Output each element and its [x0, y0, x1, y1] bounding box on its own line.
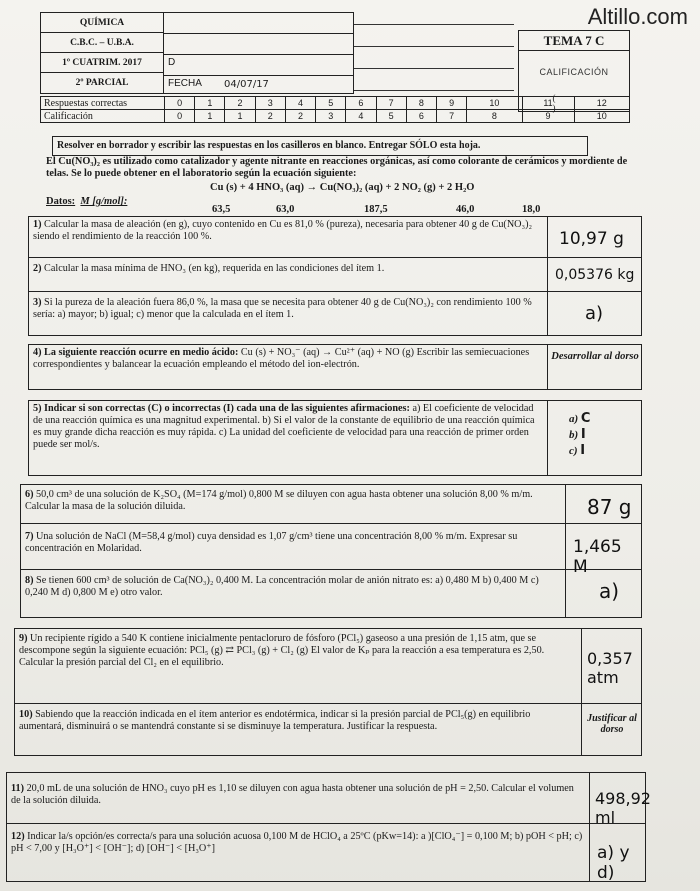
cell: 1	[225, 110, 255, 123]
answer-3: a)	[585, 303, 604, 324]
cell: 0	[165, 97, 195, 110]
cell: 12	[574, 97, 630, 110]
cell: 7	[376, 97, 406, 110]
score-row-correct	[41, 97, 630, 110]
question-10: 10) Sabiendo que la reacción indicada en el ítem anterior es endotérmica, indicar si la presión parcial de PCl₅(g) en equilibrio aumentará, disminuirá o se mantendrá constante si se disminuye la temperatura. Justificar la respuesta.	[19, 709, 531, 732]
cell: 9	[522, 110, 574, 123]
molar-mass-no2: 46,0	[456, 204, 475, 215]
answer-4: Desarrollar al dorso	[551, 351, 639, 362]
cell: 6	[346, 97, 376, 110]
answer-2: 0,05376 kg	[555, 267, 635, 283]
block-q6-q8	[20, 484, 642, 618]
subject: QUÍMICA	[41, 13, 163, 33]
cell: 4	[285, 97, 315, 110]
course-info-box	[40, 12, 164, 94]
cell: 5	[316, 97, 346, 110]
score-row-grade	[41, 110, 630, 123]
intro-text: El Cu(NO₃)₂ es utilizado como catalizador y agente nitrante en reacciones orgánicas, así como colorante de cerámicos y mordiente de telas. Se lo puede obtener en el laboratorio según la ecuación siguiente:	[46, 156, 628, 179]
molar-mass-cu: 63,5	[212, 204, 231, 215]
d-label: D	[168, 57, 176, 68]
cell: 10	[574, 110, 630, 123]
answer-11: 498,92 ml	[595, 789, 651, 827]
cell: 3	[255, 97, 285, 110]
cell: 2	[225, 97, 255, 110]
cell: 8	[467, 110, 522, 123]
answer-7: 1,465 M	[573, 537, 622, 577]
cell: 2	[255, 110, 285, 123]
student-info-box	[164, 12, 354, 94]
cell: 9	[436, 97, 466, 110]
datos	[46, 196, 127, 207]
cell: 1	[195, 110, 225, 123]
cell: 11	[522, 97, 574, 110]
question-5: 5) Indicar si son correctas (C) o incorrectas (I) cada una de las siguientes afirmaciones: a) El coeficiente de velocidad de una reacción química es una magnitud experimental. b) Si el valor de la constante de equilibrio de una reacción química es muy grande dicha reacción es muy rápida. c) La unidad del coeficiente de velocidad para una reacción de primer orden puede ser mol/s.	[33, 403, 535, 450]
cell: 1	[195, 97, 225, 110]
question-4: 4) La siguiente reacción ocurre en medio ácido: Cu (s) + NO₃⁻ (aq) → Cu²⁺ (aq) + NO (g) Escribir las semiecuaciones correspondientes y balancear la ecuación empleando el método del ion-electrón.	[33, 347, 530, 370]
question-2: 2) Calcular la masa mínima de HNO₃ (en kg), requerida en las condiciones del ítem 1.	[33, 263, 385, 274]
term: 1º CUATRIM. 2017	[41, 53, 163, 73]
score-table	[40, 96, 630, 123]
question-11: 11) 20,0 mL de una solución de HNO₃ cuyo pH es 1,10 se diluyen con agua hasta obtener una solución de pH = 2,50. Calcular el volumen de la solución diluida.	[11, 783, 574, 806]
cell: 8	[406, 97, 436, 110]
cell: 10	[467, 97, 522, 110]
question-8: 8) Se tienen 600 cm³ de solución de Ca(NO₃)₂ 0,400 M. La concentración molar de anión nitrato es: a) 0,480 M b) 0,400 M c) 0,240 M d) 0,800 M e) otro valor.	[25, 575, 539, 598]
watermark: Altillo.com	[587, 4, 688, 29]
block-q9-q10	[14, 628, 642, 756]
answer-5b: b) I	[569, 427, 586, 442]
fecha-value: 04/07/17	[224, 79, 269, 90]
block-q5	[28, 400, 642, 476]
answer-5c: c) I	[569, 443, 586, 458]
molar-mass-cuno3: 187,5	[364, 204, 388, 215]
answer-6: 87 g	[587, 495, 632, 519]
cell: 3	[316, 110, 346, 123]
row-label: Calificación	[41, 110, 165, 123]
school: C.B.C. – U.B.A.	[41, 33, 163, 53]
cell: 0	[165, 110, 195, 123]
name-lines	[354, 12, 514, 94]
fecha-label: FECHA	[168, 78, 202, 89]
question-7: 7) Una solución de NaCl (M=58,4 g/mol) cuya densidad es 1,07 g/cm³ tiene una concentración 8,00 % m/m. Expresar su concentración en Molaridad.	[25, 531, 518, 554]
block-q11-q12	[6, 772, 651, 883]
molar-mass-label: M [g/mol]:	[80, 196, 128, 207]
instructions: Resolver en borrador y escribir las respuestas en los casilleros en blanco. Entregar SÓLO esta hoja.	[52, 136, 588, 156]
block-q4	[28, 344, 642, 390]
grade-paren: ( )	[552, 93, 596, 113]
molar-mass-hno3: 63,0	[276, 204, 295, 215]
cell: 4	[346, 110, 376, 123]
calificacion-label: CALIFICACIÓN	[539, 67, 609, 77]
answers-5	[569, 411, 590, 459]
question-12: 12) Indicar la/s opción/es correcta/s para una solución acuosa 0,100 M de HClO₄ a 25ºC (pKw=14): a )[ClO₄⁻] = 0,100 M; b) pOH < pH; c) pH < 7,00 y [H₃O⁺] < [OH⁻]; d) [OH⁻] < [H₃O⁺]	[11, 831, 583, 854]
row-label: Respuestas correctas	[41, 97, 165, 110]
reaction-equation: Cu (s) + 4 HNO₃ (aq) → Cu(NO₃)₂ (aq) + 2 NO₂ (g) + 2 H₂O	[210, 182, 475, 193]
cell: 5	[376, 110, 406, 123]
question-6: 6) 50,0 cm³ de una solución de K₂SO₄ (M=174 g/mol) 0,800 M se diluyen con agua hasta obtener una solución 8,00 % m/m. Calcular la masa de la solución diluida.	[25, 489, 533, 512]
block-q1-q3	[28, 216, 642, 336]
cell: 7	[436, 110, 466, 123]
question-9: 9) Un recipiente rígido a 540 K contiene inicialmente pentacloruro de fósforo (PCl₅) gaseoso a una presión de 1,15 atm, que se descompone según la siguiente ecuación: PCl₅ (g) ⇄ PCl₃ (g) + Cl₂ (g) El valor de Kₚ para la reacción a esa temperatura es 2,50. Calcular la presión parcial del Cl₂ en el equilibrio.	[19, 633, 545, 668]
cell: 6	[406, 110, 436, 123]
answer-1: 10,97 g	[559, 229, 624, 249]
answer-5a: a) C	[569, 411, 591, 426]
tema-label: TEMA 7 C	[519, 31, 629, 51]
answer-9: 0,357 atm	[587, 649, 633, 687]
exam-name: 2º PARCIAL	[75, 78, 129, 88]
answer-10: Justificar al dorso	[587, 713, 637, 735]
molar-mass-h2o: 18,0	[522, 204, 541, 215]
datos-label: Datos:	[46, 196, 76, 207]
answer-8: a)	[599, 579, 620, 603]
cell: 2	[285, 110, 315, 123]
answer-12: a) y d)	[597, 843, 630, 883]
question-1: 1) Calcular la masa de aleación (en g), cuyo contenido en Cu es 81,0 % (pureza), necesaria para obtener 40 g de Cu(NO₃)₂ siendo el rendimiento de la reacción 100 %.	[33, 219, 533, 242]
question-3: 3) Si la pureza de la aleación fuera 86,0 %, la masa que se necesita para obtener 40 g de Cu(NO₃)₂ con rendimiento 100 % sería: a) mayor; b) igual; c) menor que la calculada en el ítem 1.	[33, 297, 532, 320]
